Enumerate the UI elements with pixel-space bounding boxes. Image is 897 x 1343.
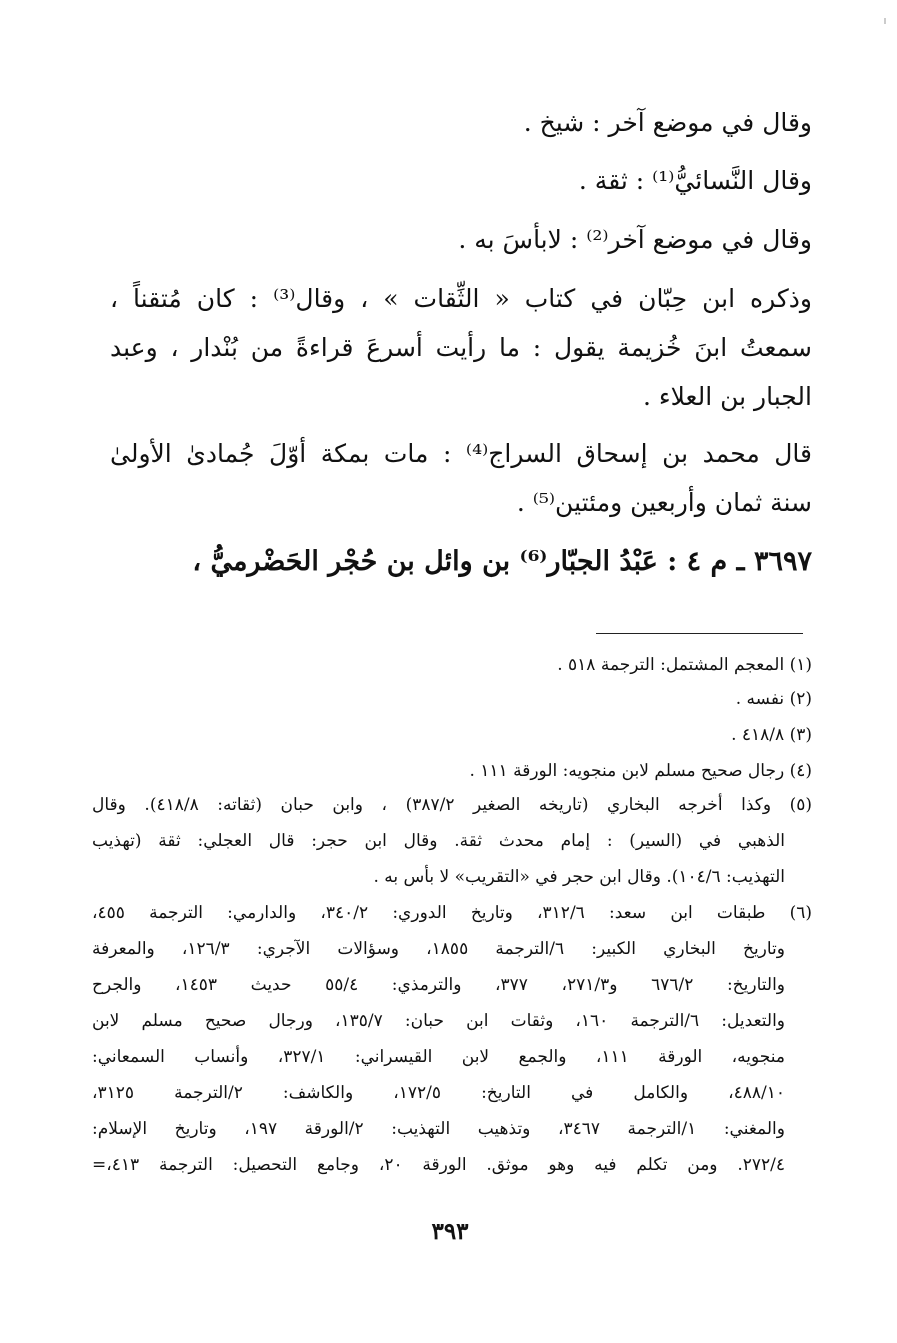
footnote-separator [596,633,803,634]
body-line: وقال في موضع آخر : شيخ . [523,108,812,137]
footnote: (١) المعجم المشتمل: الترجمة ٥١٨ . [557,655,812,675]
scan-mark [884,18,886,24]
body-line: سنة ثمان وأربعين ومئتين⁽⁵⁾ . [516,488,812,517]
footnote-continuation: والتعديل: ٦/الترجمة ١٦٠، وثقات ابن حبان: ١٣٥/٧، ورجال صحيح مسلم لابن [92,1011,786,1031]
body-line: وقال النَّسائيُّ⁽¹⁾ : ثقة . [578,166,812,195]
page-number: ٣٩٣ [431,1218,469,1245]
footnote-continuation: الذهبي في (السير) : إمام محدث ثقة. وقال ابن حجر: قال العجلي: ثقة (تهذيب [92,831,785,851]
body-line: وذكره ابن حِبّان في كتاب « الثِّقات » ، وقال⁽³⁾ : كان مُتقناً ، [110,284,813,313]
body-line: وقال في موضع آخر⁽²⁾ : لابأسَ به . [458,225,812,254]
body-line: سمعتُ ابنَ خُزيمة يقول : ما رأيت أسرعَ قراءةً من بُنْدار ، وعبد [110,333,812,362]
body-line: قال محمد بن إسحاق السراج⁽⁴⁾ : مات بمكة أوّلَ جُمادىٰ الأولىٰ [110,439,812,468]
footnote: (٤) رجال صحيح مسلم لابن منجويه: الورقة ١١١ . [469,761,812,781]
footnote-continuation: والتاريخ: ٦٧٦/٢ و٢٧١/٣، ٣٧٧، والترمذي: ٥٥/٤ حديث ١٤٥٣، والجرح [92,975,786,995]
footnote: (٥) وكذا أخرجه البخاري (تاريخه الصغير ٣٨٧/٢) ، وابن حبان (ثقاته: ٤١٨/٨). وقال [92,795,813,815]
body-line: الجبار بن العلاء . [642,382,812,411]
footnote: (٣) ٤١٨/٨ . [731,725,812,745]
footnote-continuation: ٤٨٨/١٠، والكامل في التاريخ: ١٧٢/٥، والكاشف: ٢/الترجمة ٣١٢٥، [92,1083,785,1103]
footnote: (٢) نفسه . [735,689,812,709]
footnote-continuation: منجويه، الورقة ١١١، والجمع لابن القيسراني: ٣٢٧/١، وأنساب السمعاني: [92,1047,785,1067]
footnote-continuation: والمغني: ١/الترجمة ٣٤٦٧، وتذهيب التهذيب: ٢/الورقة ١٩٧، وتاريخ الإسلام: [92,1119,785,1139]
footnote-continuation: التهذيب: ١٠٤/٦). وقال ابن حجر في «التقريب» لا بأس به . [373,867,785,887]
biography-entry-heading: ٣٦٩٧ ـ م ٤ : عَبْدُ الجبّار⁽⁶⁾ بن وائل بن حُجْر الحَضْرميُّ ، [192,546,812,577]
footnote: (٦) طبقات ابن سعد: ٣١٢/٦، وتاريخ الدوري: ٣٤٠/٢، والدارمي: الترجمة ٤٥٥، [92,903,812,923]
footnote-continuation: ٢٧٢/٤. ومن تكلم فيه وهو موثق. الورقة ٢٠، وجامع التحصيل: الترجمة ٤١٣،= [92,1155,786,1175]
footnote-continuation: وتاريخ البخاري الكبير: ٦/الترجمة ١٨٥٥، وسؤالات الآجري: ١٢٦/٣، والمعرفة [92,939,786,959]
